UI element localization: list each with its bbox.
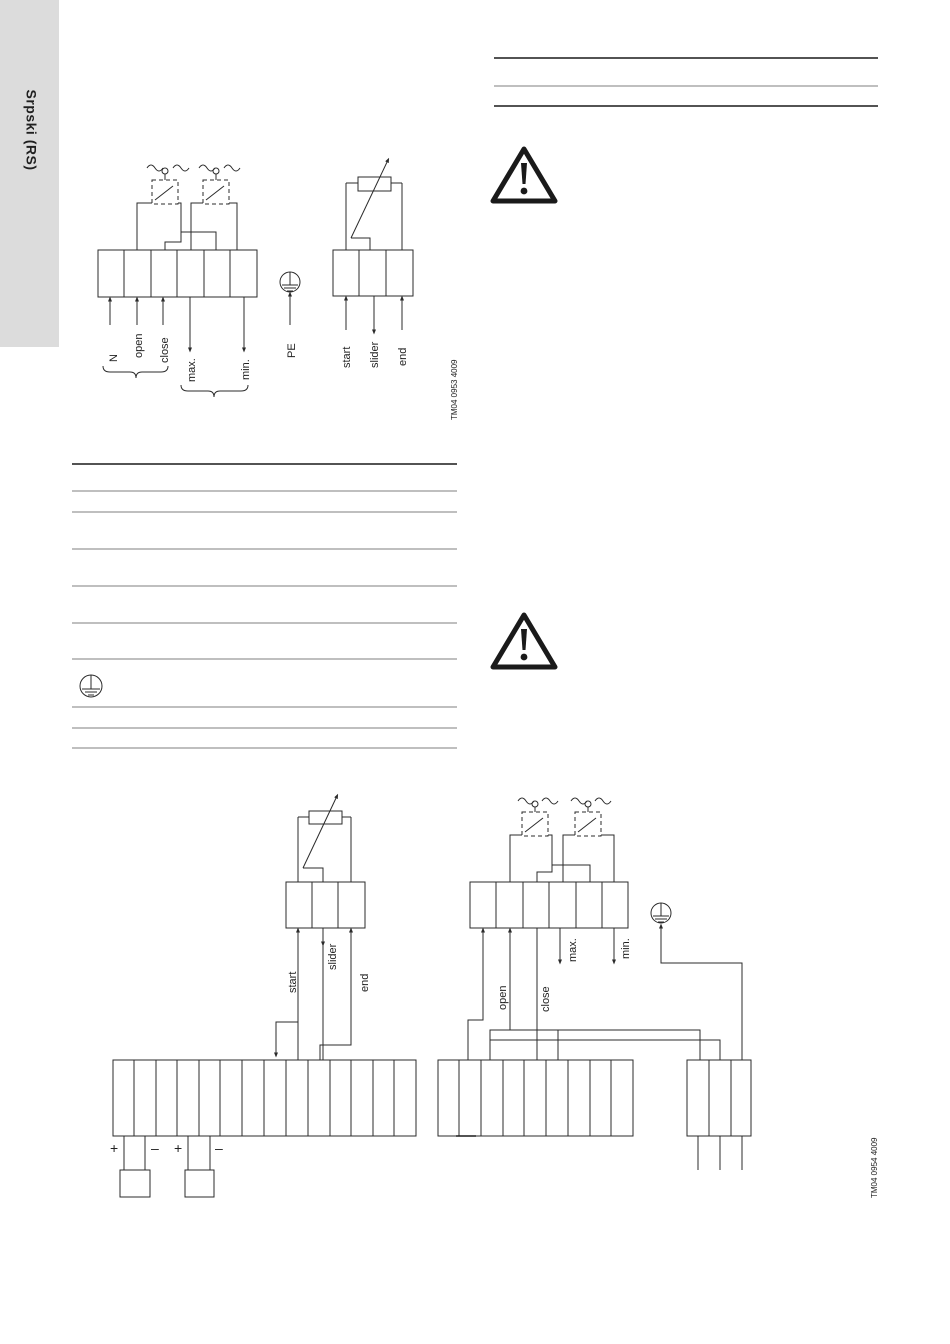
label-min: min. [620,938,632,959]
language-tab-label: Srpski (RS) [23,89,39,171]
polarity-plus-2: + [174,1140,183,1156]
bottom-wiring-diagram [110,796,879,1198]
label-pe: PE [286,343,298,358]
warning-triangle-icon [493,615,555,667]
label-slider: slider [369,341,381,368]
label-n: N [108,354,120,362]
label-open: open [497,985,509,1010]
top-wiring-diagram [98,160,459,420]
warning-triangle-icon [493,149,555,201]
left-column-table [72,464,457,748]
earth-ground-icon [280,272,300,292]
figure-code-bottom: TM04 0954 4009 [870,1137,879,1198]
potentiometer-terminal-block [333,250,413,296]
potentiometer [309,811,342,824]
right-column-table [494,58,878,106]
polarity-minus-1: – [151,1140,159,1156]
label-start: start [341,346,353,368]
label-slider: slider [327,943,339,970]
label-min: min. [240,359,252,380]
limit-switch-left [147,165,189,204]
label-close: close [159,337,171,363]
controller-terminal-block-2 [438,1060,633,1136]
earth-ground-icon [80,675,102,697]
limit-switch-left [518,798,558,836]
label-max: max. [186,358,198,382]
earth-ground-icon [651,903,671,923]
limit-switch-right [199,165,240,204]
label-end: end [359,973,371,992]
power-terminal-block [687,1060,751,1136]
limit-switch-right [571,798,611,836]
label-max: max. [567,938,579,962]
figure-code-top: TM04 0953 4009 [450,359,459,420]
label-end: end [397,347,409,366]
label-start: start [287,971,299,993]
sensor-box-1 [120,1170,150,1197]
sensor-box-2 [185,1170,214,1197]
potentiometer-terminal-block [286,882,365,928]
label-close: close [540,986,552,1012]
polarity-plus-1: + [110,1140,119,1156]
polarity-minus-2: – [215,1140,223,1156]
label-open: open [133,333,145,358]
